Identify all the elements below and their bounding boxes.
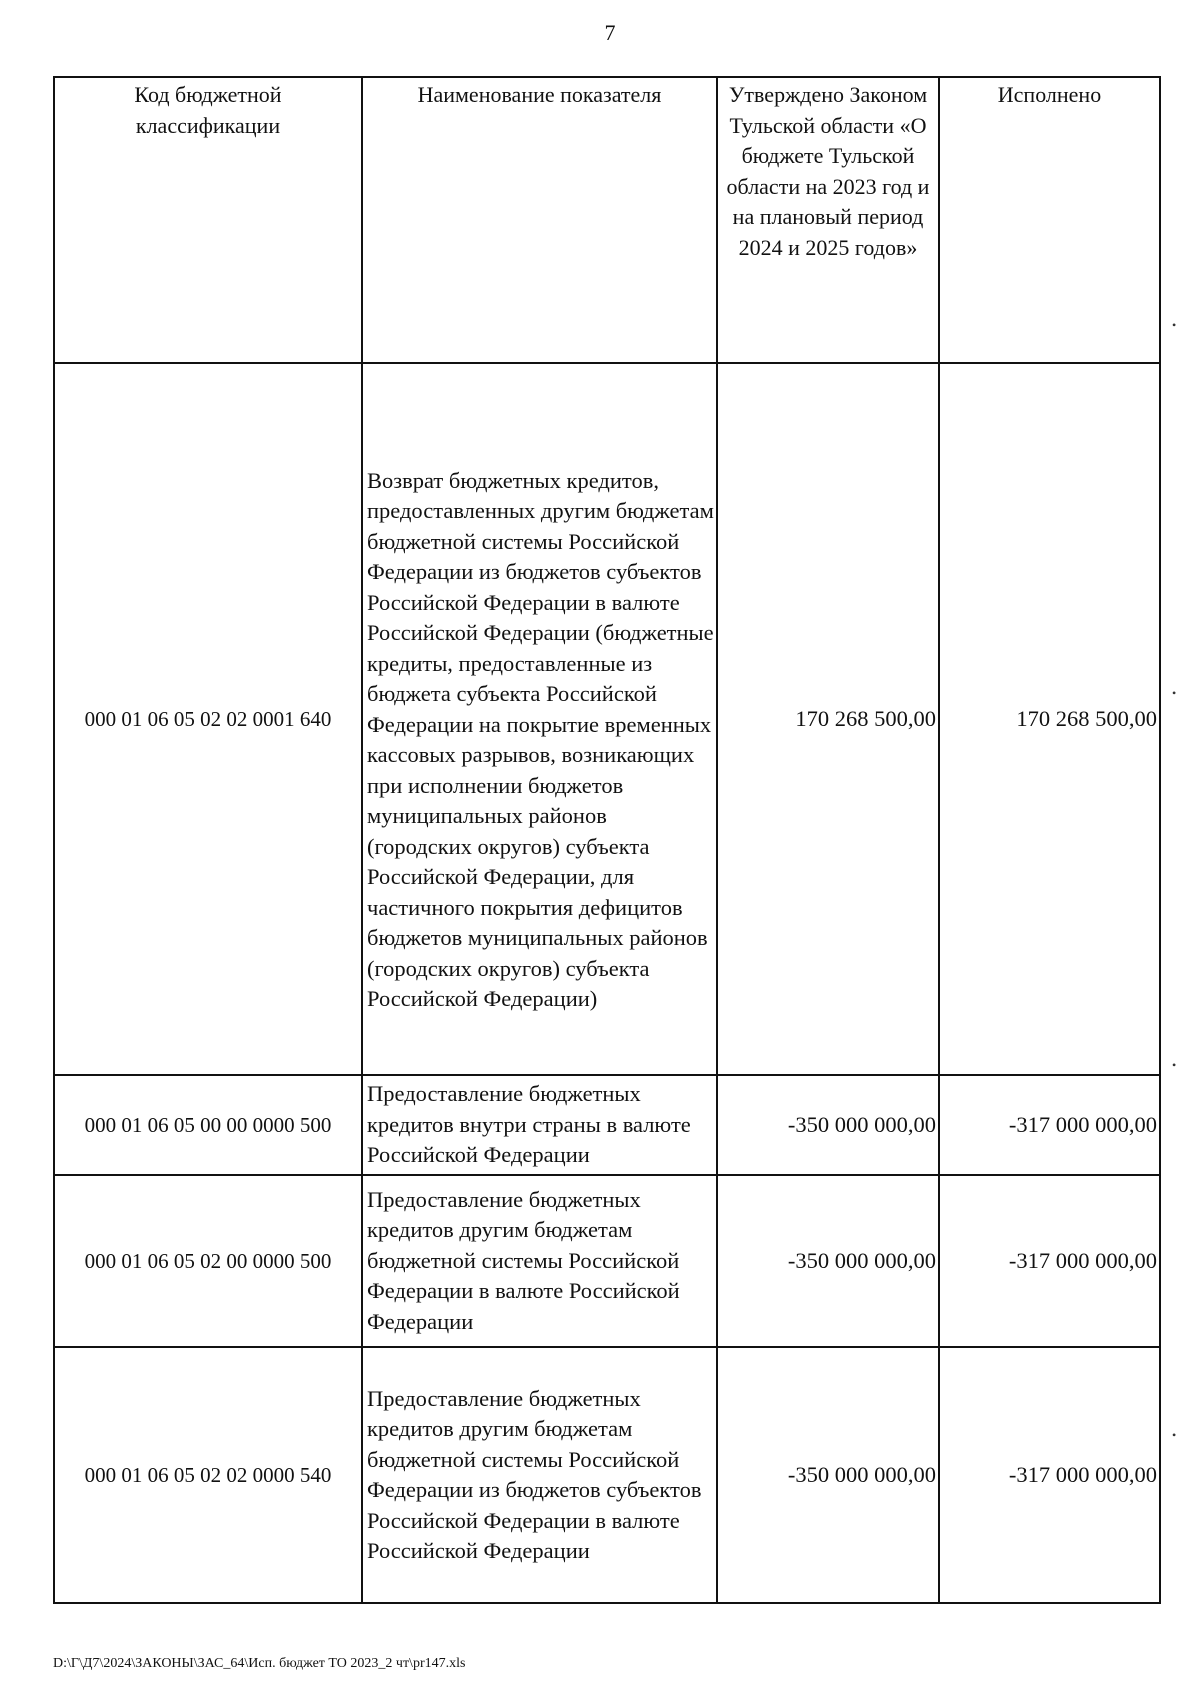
table-row	[54, 1075, 1160, 1175]
scan-speck: •	[1172, 686, 1177, 700]
table-row	[54, 363, 1160, 1075]
header-name: Наименование показателя	[362, 77, 717, 363]
scan-speck: •	[1172, 318, 1177, 332]
row-name: Возврат бюджетных кредитов, предоставленных другим бюджетам бюджетной системы Российской Федерации из бюджетов субъектов Российской Федерации в валюте Российской Федерации (бюджетные кредиты, предоставленные из бюджета субъекта Российской Федерации на покрытие временных кассовых разрывов, возникающих при исполнении бюджетов муниципальных районов (городских округов) субъекта Российской Федерации, для частичного покрытия дефицитов бюджетов муниципальных районов (городских округов) субъекта Российской Федерации)	[362, 363, 717, 1075]
row-executed: 170 268 500,00	[939, 363, 1160, 1075]
row-approved: -350 000 000,00	[717, 1075, 939, 1175]
row-code: 000 01 06 05 00 00 0000 500	[54, 1075, 362, 1175]
header-executed: Исполнено	[939, 77, 1160, 363]
row-code: 000 01 06 05 02 00 0000 500	[54, 1175, 362, 1347]
table-row	[54, 1347, 1160, 1603]
row-executed: -317 000 000,00	[939, 1075, 1160, 1175]
file-path: D:\Г\Д7\2024\ЗАКОНЫ\ЗАС_64\Исп. бюджет ТО 2023_2 чт\pr147.xls	[53, 1656, 466, 1671]
budget-table	[53, 76, 1161, 1604]
row-approved: -350 000 000,00	[717, 1347, 939, 1603]
table-row	[54, 1175, 1160, 1347]
row-approved: 170 268 500,00	[717, 363, 939, 1075]
scan-speck: •	[1172, 1058, 1177, 1072]
header-code: Код бюджетной классификации	[54, 77, 362, 363]
row-name: Предоставление бюджетных кредитов другим бюджетам бюджетной системы Российской Федерации в валюте Российской Федерации	[362, 1175, 717, 1347]
table-header-row	[54, 77, 1160, 363]
row-name: Предоставление бюджетных кредитов внутри страны в валюте Российской Федерации	[362, 1075, 717, 1175]
row-code: 000 01 06 05 02 02 0000 540	[54, 1347, 362, 1603]
header-approved: Утверждено Законом Тульской области «О бюджете Тульской области на 2023 год и на плановый период 2024 и 2025 годов»	[717, 77, 939, 363]
row-executed: -317 000 000,00	[939, 1347, 1160, 1603]
scan-speck: •	[1172, 1428, 1177, 1442]
page-number: 7	[604, 20, 616, 45]
row-name: Предоставление бюджетных кредитов другим бюджетам бюджетной системы Российской Федерации из бюджетов субъектов Российской Федерации в валюте Российской Федерации	[362, 1347, 717, 1603]
row-executed: -317 000 000,00	[939, 1175, 1160, 1347]
row-approved: -350 000 000,00	[717, 1175, 939, 1347]
row-code: 000 01 06 05 02 02 0001 640	[54, 363, 362, 1075]
